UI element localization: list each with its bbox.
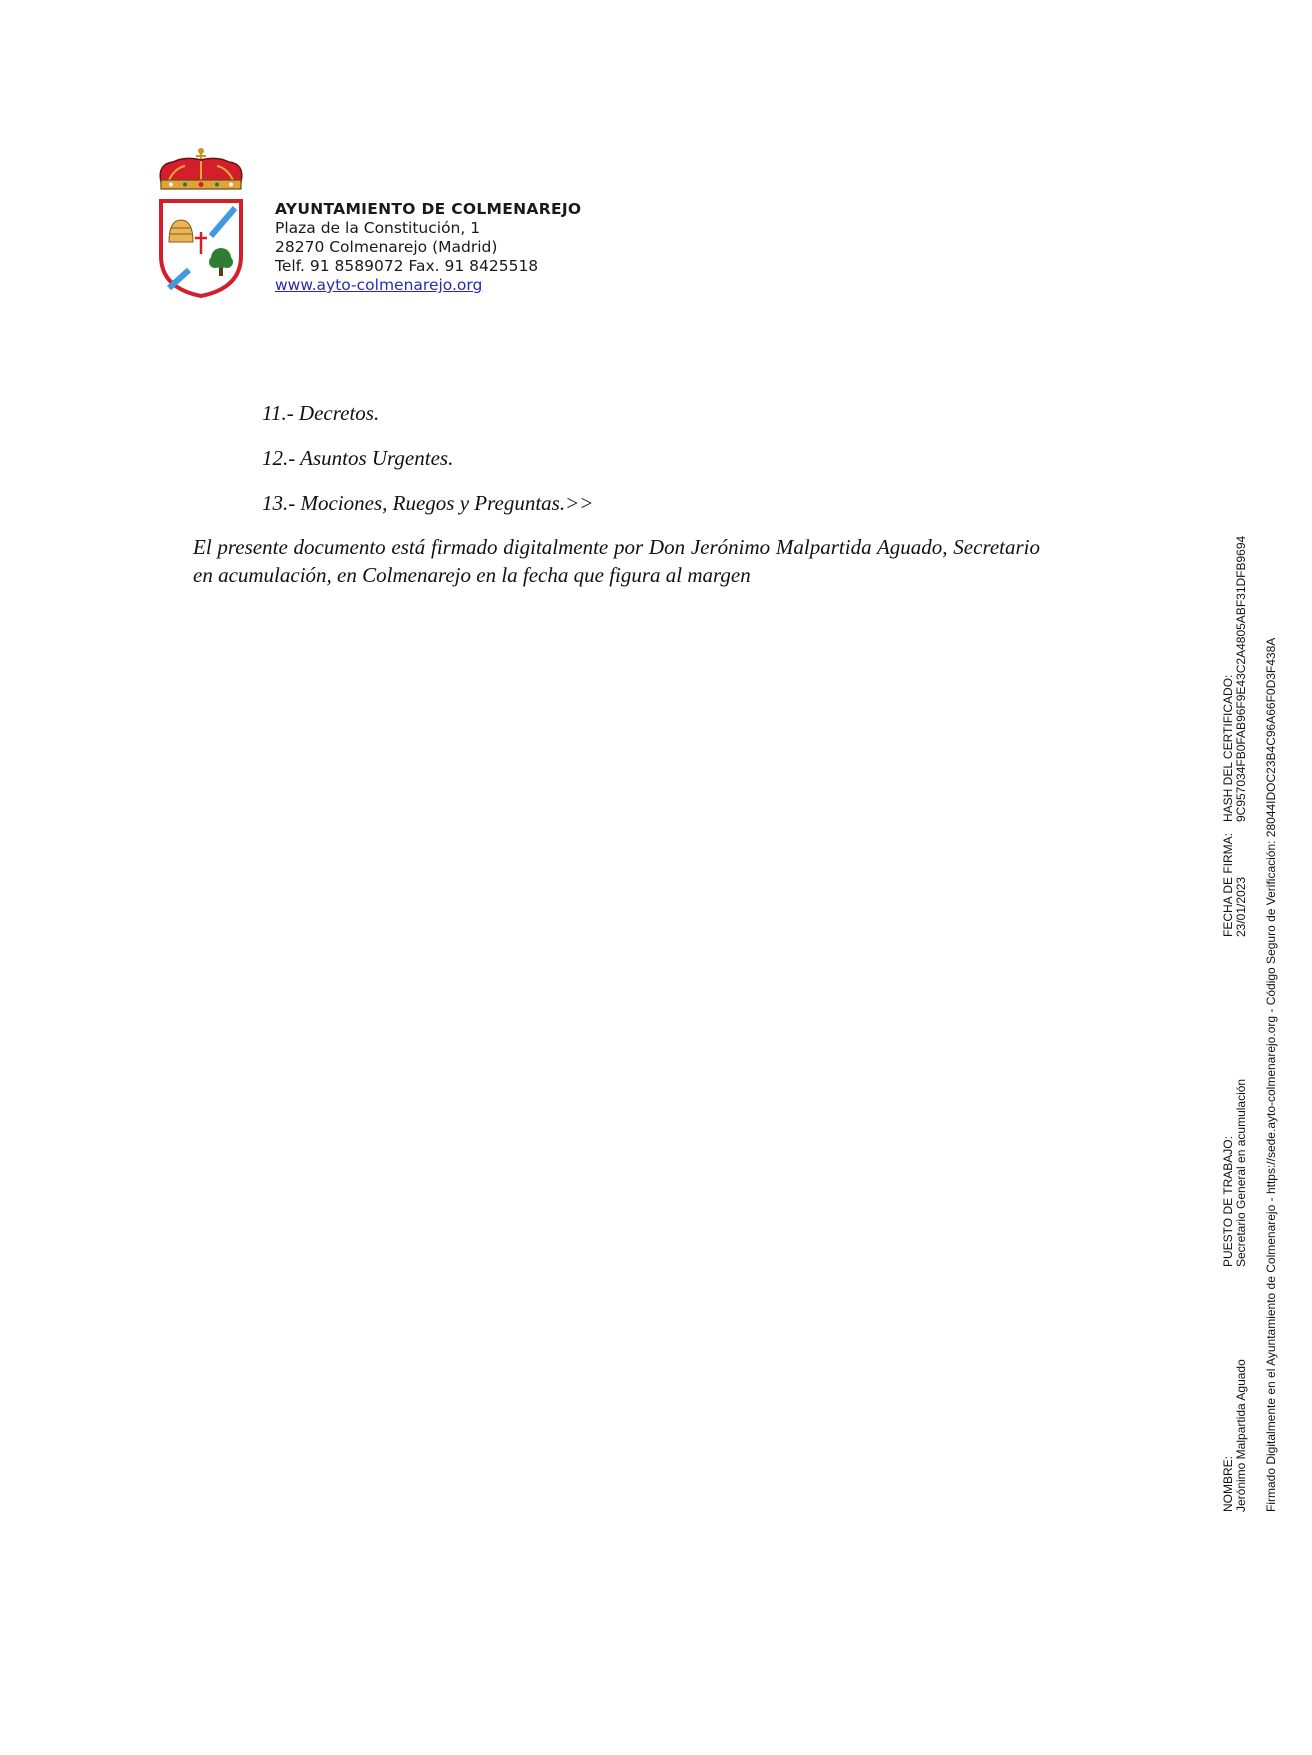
colmenarejo-coat-of-arms-icon — [155, 146, 247, 298]
agenda-item: 11.- Decretos. — [262, 401, 380, 425]
agenda-item: 13.- Mociones, Ruegos y Preguntas.>> — [262, 491, 594, 515]
signature-margin — [1222, 472, 1312, 1512]
signer-position-value: Secretario General en acumulación — [1234, 1078, 1248, 1267]
agenda-item: 12.- Asuntos Urgentes. — [262, 446, 454, 470]
agenda-list — [262, 398, 593, 533]
organization-website-link[interactable]: www.ayto-colmenarejo.org — [275, 276, 483, 294]
certificate-hash-value: 9C957034FB0FAB96F9E43C2A4805ABF31DFB9694 — [1234, 535, 1248, 822]
organization-city: 28270 Colmenarejo (Madrid) — [275, 238, 498, 256]
certificate-hash-block — [1222, 536, 1248, 822]
signer-name-value: Jerónimo Malpartida Aguado — [1234, 1359, 1248, 1512]
letterhead — [275, 200, 581, 295]
signer-position-block — [1222, 1079, 1248, 1267]
signer-name-block — [1222, 1359, 1248, 1512]
digital-signature-note: El presente documento está firmado digitalmente por Don Jerónimo Malpartida Aguado, Secretario en acumulación, en Colmenarejo en la fecha que figura al margen — [193, 535, 1040, 587]
signature-date-value: 23/01/2023 — [1234, 876, 1248, 937]
certificate-hash-label: HASH DEL CERTIFICADO: — [1221, 674, 1235, 822]
organization-name: AYUNTAMIENTO DE COLMENAREJO — [275, 200, 582, 218]
signer-name-label: NOMBRE: — [1221, 1455, 1235, 1512]
signer-position-label: PUESTO DE TRABAJO: — [1221, 1136, 1235, 1267]
verification-footer: Firmado Digitalmente en el Ayuntamiento de Colmenarejo - https://sede.ayto-colmenarejo.org - Código Seguro de Verificación: 28044IDOC23B4C96A66F0D3F438A — [1264, 637, 1278, 1512]
organization-address: Plaza de la Constitución, 1 — [275, 219, 481, 237]
signature-date-label: FECHA DE FIRMA: — [1221, 832, 1235, 937]
organization-phone: Telf. 91 8589072 Fax. 91 8425518 — [275, 257, 539, 275]
signature-date-block — [1222, 833, 1248, 937]
